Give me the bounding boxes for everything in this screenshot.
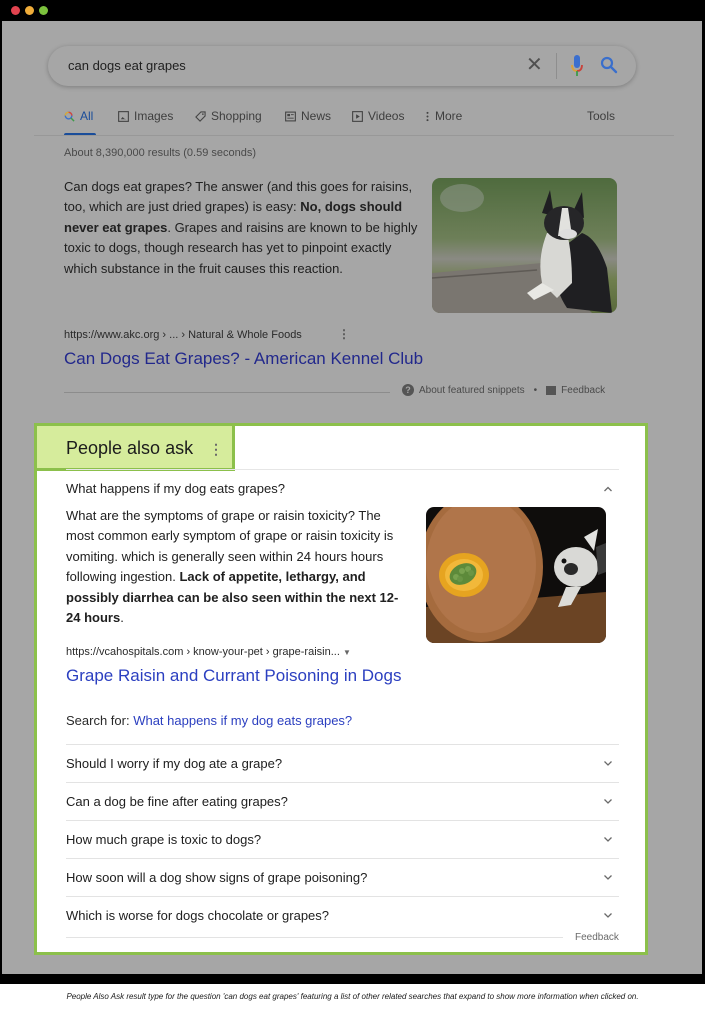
search-separator <box>556 53 557 79</box>
search-tabs <box>64 107 674 137</box>
paa-divider <box>66 937 563 938</box>
tools-label: Tools <box>587 109 616 123</box>
tab-more[interactable] <box>425 107 462 125</box>
tab-news[interactable] <box>285 107 331 125</box>
tabs-divider <box>34 135 674 136</box>
vertical-dots-icon[interactable]: ⋮ <box>209 441 223 457</box>
snippet-text-part: . Grapes and raisins are known to be highly toxic to dogs, though research has yet to pinpoint exactly which substance in the fruit causes this reaction. <box>64 219 418 276</box>
people-also-ask-title: People also ask <box>66 438 194 458</box>
separator-dot: • <box>533 384 538 396</box>
figure-caption: People Also Ask result type for the question 'can dogs eat grapes' featuring a list of other related searches that expand to show more information when clicked on. <box>66 992 639 1001</box>
caret-down-icon[interactable]: ▼ <box>342 648 351 657</box>
paa-question[interactable] <box>66 820 619 858</box>
chevron-down-icon[interactable] <box>603 758 613 768</box>
tab-label: More <box>435 109 463 123</box>
search-icon <box>64 111 75 122</box>
snippet-text-part: Can dogs eat grapes? The answer (and this goes for raisins, too, which are just dried grapes) is easy: <box>64 179 413 215</box>
people-also-ask-header <box>34 423 235 471</box>
play-icon <box>352 111 363 122</box>
tab-label: Images <box>134 109 174 123</box>
answer-text-part: . <box>120 610 124 626</box>
featured-snippet-text <box>64 177 419 279</box>
tab-videos[interactable] <box>352 107 404 125</box>
search-icon[interactable] <box>600 56 618 74</box>
tab-images[interactable] <box>118 107 173 125</box>
vertical-dots-icon <box>425 111 430 122</box>
boston-terrier-photo <box>432 178 617 313</box>
paa-answer-image[interactable] <box>426 507 606 643</box>
source-url-text: https://vcahospitals.com › know-your-pet › grape-raisin... <box>66 646 340 658</box>
paa-question-text[interactable]: How much grape is toxic to dogs? <box>66 832 262 847</box>
snippet-text-bold: No, dogs should never eat grapes <box>64 199 403 235</box>
results-count: About 8,390,000 results (0.59 seconds) <box>64 147 257 159</box>
tab-all[interactable] <box>64 107 93 125</box>
search-for-label: Search for: <box>66 713 134 728</box>
snippet-source-url[interactable]: https://www.akc.org › ... › Natural & Whole Foods <box>64 329 302 341</box>
tag-icon <box>195 111 206 122</box>
microphone-icon[interactable] <box>571 55 583 77</box>
search-box[interactable] <box>48 46 636 86</box>
chevron-down-icon[interactable] <box>603 796 613 806</box>
paa-question[interactable] <box>66 896 619 934</box>
window-close-button[interactable] <box>11 6 20 15</box>
snippet-divider <box>64 392 390 393</box>
search-for-suggestion <box>66 713 352 728</box>
window-minimize-button[interactable] <box>25 6 34 15</box>
newspaper-icon <box>285 111 296 122</box>
paa-feedback-link[interactable]: Feedback <box>575 932 619 943</box>
paa-answer-source-url[interactable] <box>66 646 351 658</box>
tab-shopping[interactable] <box>195 107 262 125</box>
image-icon <box>118 111 129 122</box>
chevron-down-icon[interactable] <box>603 834 613 844</box>
dog-and-grapes-photo <box>426 507 606 643</box>
feedback-icon <box>546 386 556 395</box>
snippet-result-link[interactable]: Can Dogs Eat Grapes? - American Kennel Club <box>64 349 424 368</box>
paa-question-text[interactable]: Which is worse for dogs chocolate or grapes? <box>66 908 330 923</box>
paa-answer-text <box>66 506 406 628</box>
clear-search-icon[interactable]: ✕ <box>526 54 543 76</box>
tools-button[interactable] <box>587 107 615 125</box>
featured-snippet-image[interactable] <box>432 178 617 313</box>
tab-label: News <box>301 109 332 123</box>
paa-question[interactable] <box>66 782 619 820</box>
paa-question[interactable] <box>66 744 619 782</box>
chevron-down-icon[interactable] <box>603 910 613 920</box>
answer-text-bold: Lack of appetite, lethargy, and possibly diarrhea can be also seen within the next 12-24 hours <box>66 569 399 626</box>
window-maximize-button[interactable] <box>39 6 48 15</box>
tab-label: Videos <box>368 109 405 123</box>
snippet-footer <box>402 384 605 396</box>
window-titlebar <box>0 0 705 21</box>
chevron-up-icon[interactable] <box>603 484 613 494</box>
paa-question-text[interactable]: Can a dog be fine after eating grapes? <box>66 794 288 809</box>
search-for-link[interactable]: What happens if my dog eats grapes? <box>133 713 353 728</box>
people-also-ask-panel <box>34 423 648 955</box>
paa-question-text[interactable]: What happens if my dog eats grapes? <box>66 481 285 496</box>
help-icon: ? <box>402 384 414 396</box>
paa-question-text[interactable]: Should I worry if my dog ate a grape? <box>66 756 283 771</box>
search-input[interactable]: can dogs eat grapes <box>68 58 186 73</box>
paa-question-text[interactable]: How soon will a dog show signs of grape poisoning? <box>66 870 368 885</box>
tab-label: All <box>80 109 94 123</box>
vertical-dots-icon[interactable]: ⋮ <box>338 327 350 341</box>
answer-text-part: What are the symptoms of grape or raisin toxicity? The most common early symptom of grape or raisin toxicity is vomiting. which is generally seen within 24 hours hours following ingestion. <box>66 508 394 585</box>
browser-viewport <box>2 21 702 974</box>
tab-label: Shopping <box>211 109 262 123</box>
feedback-link[interactable]: Feedback <box>561 384 606 396</box>
paa-answer-link[interactable]: Grape Raisin and Currant Poisoning in Dogs <box>66 666 402 685</box>
paa-question[interactable] <box>66 858 619 896</box>
paa-divider <box>66 469 619 470</box>
chevron-down-icon[interactable] <box>603 872 613 882</box>
about-featured-snippets-link[interactable]: About featured snippets <box>419 384 525 396</box>
